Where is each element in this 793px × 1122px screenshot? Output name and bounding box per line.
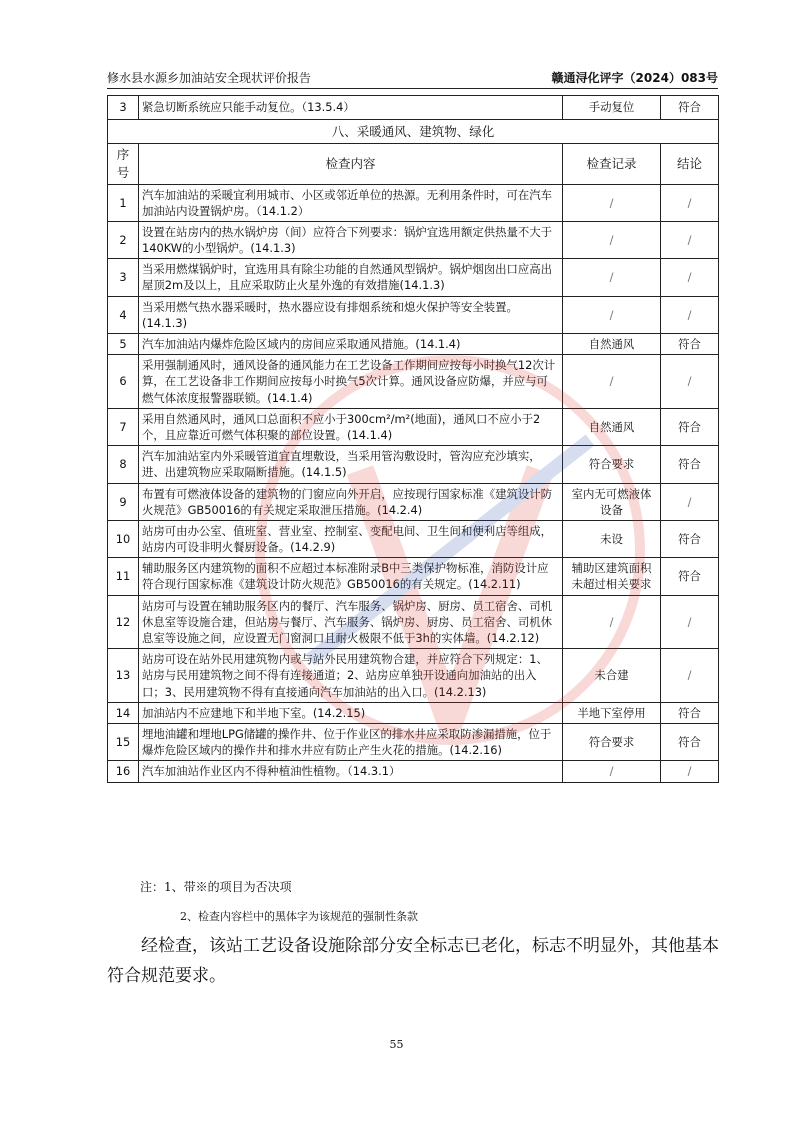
check-record: / bbox=[563, 296, 661, 333]
column-header: 检查内容 bbox=[139, 144, 563, 185]
check-record: 自然通风 bbox=[563, 334, 661, 355]
check-content: 采用强制通风时，通风设备的通风能力在工艺设备工作期间应按每小时换气12次计算，在工艺设备非工作期间应按每小时换气5次计算。通风设备应防爆，并应与可燃气体浓度报警器联锁。(14.1.4) bbox=[139, 355, 563, 409]
check-record: 室内无可燃液体设备 bbox=[563, 483, 661, 520]
check-result: / bbox=[661, 761, 719, 782]
note-2: 2、检查内容栏中的黑体字为该规范的强制性条款 bbox=[180, 910, 418, 923]
check-content: 汽车加油站室内外采暖管道宜直埋敷设，当采用管沟敷设时，管沟应充沙填实，进、出建筑物应采取隔断措施。(14.1.5) bbox=[139, 446, 563, 483]
check-content: 站房可由办公室、值班室、营业室、控制室、变配电间、卫生间和便利店等组成，站房内可设非明火餐厨设备。(14.2.9) bbox=[139, 520, 563, 557]
check-record: 手动复位 bbox=[563, 96, 661, 120]
check-content: 辅助服务区内建筑物的面积不应超过本标准附录B中三类保护物标准，消防设计应符合现行国家标准《建筑设计防火规范》GB50016的有关规定。(14.2.11) bbox=[139, 558, 563, 595]
note-1: 注：1、带※的项目为否决项 bbox=[140, 880, 292, 894]
row-number: 14 bbox=[108, 702, 139, 723]
check-content: 汽车加油站内爆炸危险区域内的房间应采取通风措施。(14.1.4) bbox=[139, 334, 563, 355]
check-record: / bbox=[563, 355, 661, 409]
row-number: 4 bbox=[108, 296, 139, 333]
table-row bbox=[108, 221, 719, 258]
row-number: 1 bbox=[108, 184, 139, 221]
row-number: 3 bbox=[108, 259, 139, 296]
check-content: 布置有可燃液体设备的建筑物的门窗应向外开启，应按现行国家标准《建筑设计防火规范》GB50016的有关规定采取泄压措施。(14.2.4) bbox=[139, 483, 563, 520]
row-number: 8 bbox=[108, 446, 139, 483]
check-content: 站房可设在站外民用建筑物内或与站外民用建筑物合建，并应符合下列规定：1、站房与民用建筑物之间不得有连接通道；2、站房应单独开设通向加油站的出入口；3、民用建筑物不得有直接通向汽车加油站的出入口。(14.2.13) bbox=[139, 649, 563, 703]
check-content: 汽车加油站作业区内不得种植油性植物。（14.3.1） bbox=[139, 761, 563, 782]
row-number: 3 bbox=[108, 96, 139, 120]
check-record: / bbox=[563, 184, 661, 221]
table-row bbox=[108, 334, 719, 355]
check-result: 符合 bbox=[661, 723, 719, 760]
check-result: / bbox=[661, 649, 719, 703]
report-number: 赣通浔化评字（2024）083号 bbox=[551, 71, 718, 85]
conclusion-paragraph: 经检查，该站工艺设备设施除部分安全标志已老化，标志不明显外，其他基本符合规范要求。 bbox=[107, 936, 719, 986]
row-number: 15 bbox=[108, 723, 139, 760]
table-row bbox=[108, 446, 719, 483]
check-result: 符合 bbox=[661, 96, 719, 120]
table-row bbox=[108, 355, 719, 409]
row-number: 10 bbox=[108, 520, 139, 557]
report-title: 修水县水源乡加油站安全现状评价报告 bbox=[107, 71, 312, 85]
check-content: 设置在站房内的热水锅炉房（间）应符合下列要求：锅炉宜选用额定供热量不大于140KW的小型锅炉。(14.1.3) bbox=[139, 221, 563, 258]
check-record: 符合要求 bbox=[563, 446, 661, 483]
section-title: 八、采暖通风、建筑物、绿化 bbox=[108, 120, 719, 144]
check-result: / bbox=[661, 184, 719, 221]
table-row bbox=[108, 408, 719, 445]
table-row bbox=[108, 761, 719, 782]
check-result: 符合 bbox=[661, 520, 719, 557]
check-record: 辅助区建筑面积未超过相关要求 bbox=[563, 558, 661, 595]
check-result: / bbox=[661, 595, 719, 649]
check-content: 加油站内不应建地下和半地下室。(14.2.15) bbox=[139, 702, 563, 723]
check-record: / bbox=[563, 259, 661, 296]
check-content: 紧急切断系统应只能手动复位。（13.5.4） bbox=[139, 96, 563, 120]
table-row bbox=[108, 723, 719, 760]
table-row bbox=[108, 184, 719, 221]
column-header: 检查记录 bbox=[563, 144, 661, 185]
check-result: / bbox=[661, 355, 719, 409]
header-row bbox=[108, 144, 719, 185]
check-result: 符合 bbox=[661, 408, 719, 445]
check-content: 当采用燃气热水器采暖时，热水器应设有排烟系统和熄火保护等安全装置。(14.1.3) bbox=[139, 296, 563, 333]
check-record: 自然通风 bbox=[563, 408, 661, 445]
column-header: 结论 bbox=[661, 144, 719, 185]
table-row bbox=[108, 595, 719, 649]
check-content: 采用自然通风时，通风口总面积不应小于300cm²/m²(地面)，通风口不应小于2个，且应靠近可燃气体积聚的部位设置。(14.1.4) bbox=[139, 408, 563, 445]
inspection-table bbox=[107, 95, 719, 783]
page-header bbox=[107, 66, 718, 89]
table-row bbox=[108, 702, 719, 723]
page-number: 55 bbox=[389, 1038, 404, 1051]
column-header: 序号 bbox=[108, 144, 139, 185]
row-number: 6 bbox=[108, 355, 139, 409]
check-record: 未合建 bbox=[563, 649, 661, 703]
check-result: 符合 bbox=[661, 558, 719, 595]
row-number: 16 bbox=[108, 761, 139, 782]
table-row bbox=[108, 483, 719, 520]
check-result: / bbox=[661, 483, 719, 520]
check-content: 埋地油罐和埋地LPG储罐的操作井、位于作业区的排水井应采取防渗漏措施，位于爆炸危险区域内的操作井和排水井应有防止产生火花的措施。(14.2.16) bbox=[139, 723, 563, 760]
row-number: 7 bbox=[108, 408, 139, 445]
row-number: 12 bbox=[108, 595, 139, 649]
check-record: 半地下室停用 bbox=[563, 702, 661, 723]
row-number: 13 bbox=[108, 649, 139, 703]
table-row bbox=[108, 259, 719, 296]
check-result: / bbox=[661, 221, 719, 258]
check-content: 当采用燃煤锅炉时，宜选用具有除尘功能的自然通风型锅炉。锅炉烟囱出口应高出屋顶2m及以上，且应采取防止火星外逸的有效措施(14.1.3) bbox=[139, 259, 563, 296]
check-record: 未设 bbox=[563, 520, 661, 557]
check-record: 符合要求 bbox=[563, 723, 661, 760]
check-record: / bbox=[563, 595, 661, 649]
check-content: 汽车加油站的采暖宜利用城市、小区或邻近单位的热源。无利用条件时，可在汽车加油站内设置锅炉房。（14.1.2） bbox=[139, 184, 563, 221]
row-number: 11 bbox=[108, 558, 139, 595]
row-number: 9 bbox=[108, 483, 139, 520]
table-row bbox=[108, 520, 719, 557]
section-row bbox=[108, 120, 719, 144]
table-row bbox=[108, 649, 719, 703]
check-result: 符合 bbox=[661, 446, 719, 483]
table-row bbox=[108, 96, 719, 120]
table-row bbox=[108, 558, 719, 595]
row-number: 2 bbox=[108, 221, 139, 258]
check-content: 站房可与设置在辅助服务区内的餐厅、汽车服务、锅炉房、厨房、员工宿舍、司机休息室等设施合建，但站房与餐厅、汽车服务、锅炉房、厨房、员工宿舍、司机休息室等设施之间，应设置无门窗洞口且耐火极限不低于3h的实体墙。(14.2.12) bbox=[139, 595, 563, 649]
check-result: 符合 bbox=[661, 334, 719, 355]
check-record: / bbox=[563, 761, 661, 782]
check-result: / bbox=[661, 296, 719, 333]
check-result: 符合 bbox=[661, 702, 719, 723]
table-row bbox=[108, 296, 719, 333]
check-result: / bbox=[661, 259, 719, 296]
row-number: 5 bbox=[108, 334, 139, 355]
check-record: / bbox=[563, 221, 661, 258]
